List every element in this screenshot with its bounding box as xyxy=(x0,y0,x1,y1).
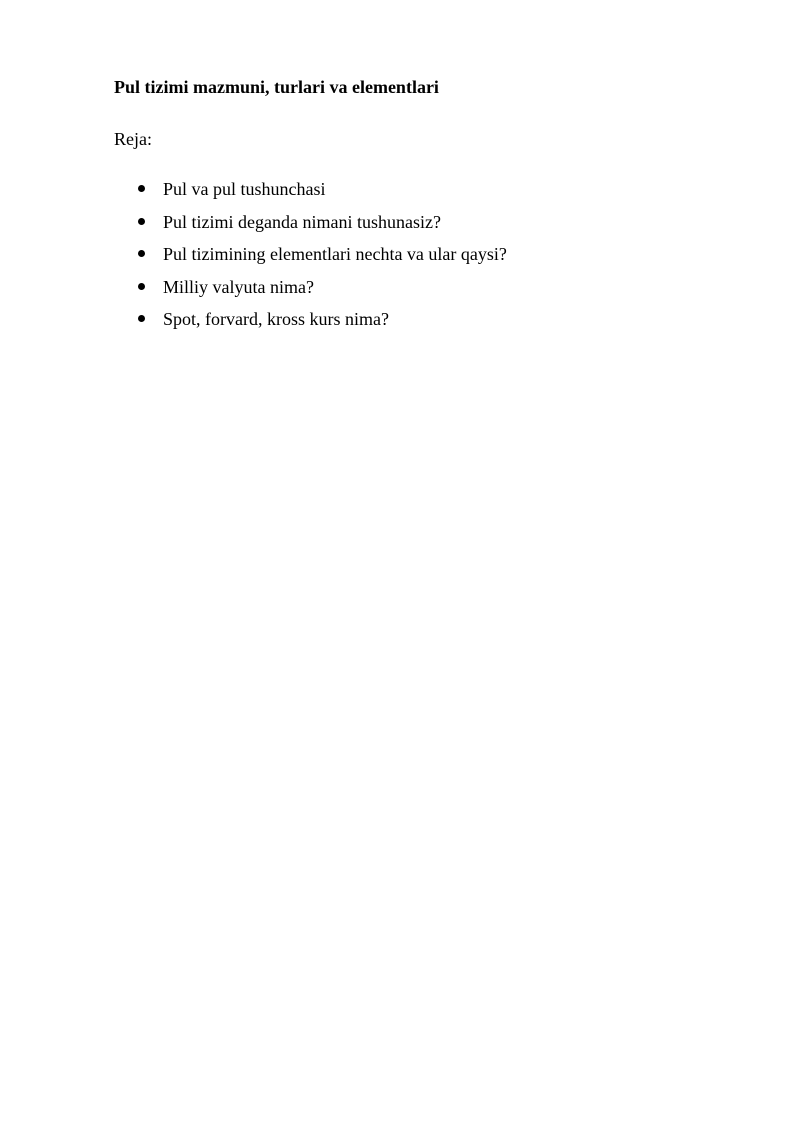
list-item-text: Spot, forvard, kross kurs nima? xyxy=(163,309,389,330)
list-item-text: Pul tizimining elementlari nechta va ular qaysi? xyxy=(163,244,507,265)
bullet-icon xyxy=(138,315,145,322)
list-item-text: Pul va pul tushunchasi xyxy=(163,179,326,199)
bullet-icon xyxy=(138,218,145,225)
bullet-icon xyxy=(138,185,145,192)
document-title: Pul tizimi mazmuni, turlari va elementlari xyxy=(114,77,439,97)
list-item-text: Milliy valyuta nima? xyxy=(163,276,314,297)
bullet-icon xyxy=(138,250,145,257)
bullet-icon xyxy=(138,283,145,290)
plan-label: Reja: xyxy=(114,129,152,149)
list-item-text: Pul tizimi deganda nimani tushunasiz? xyxy=(163,211,441,232)
